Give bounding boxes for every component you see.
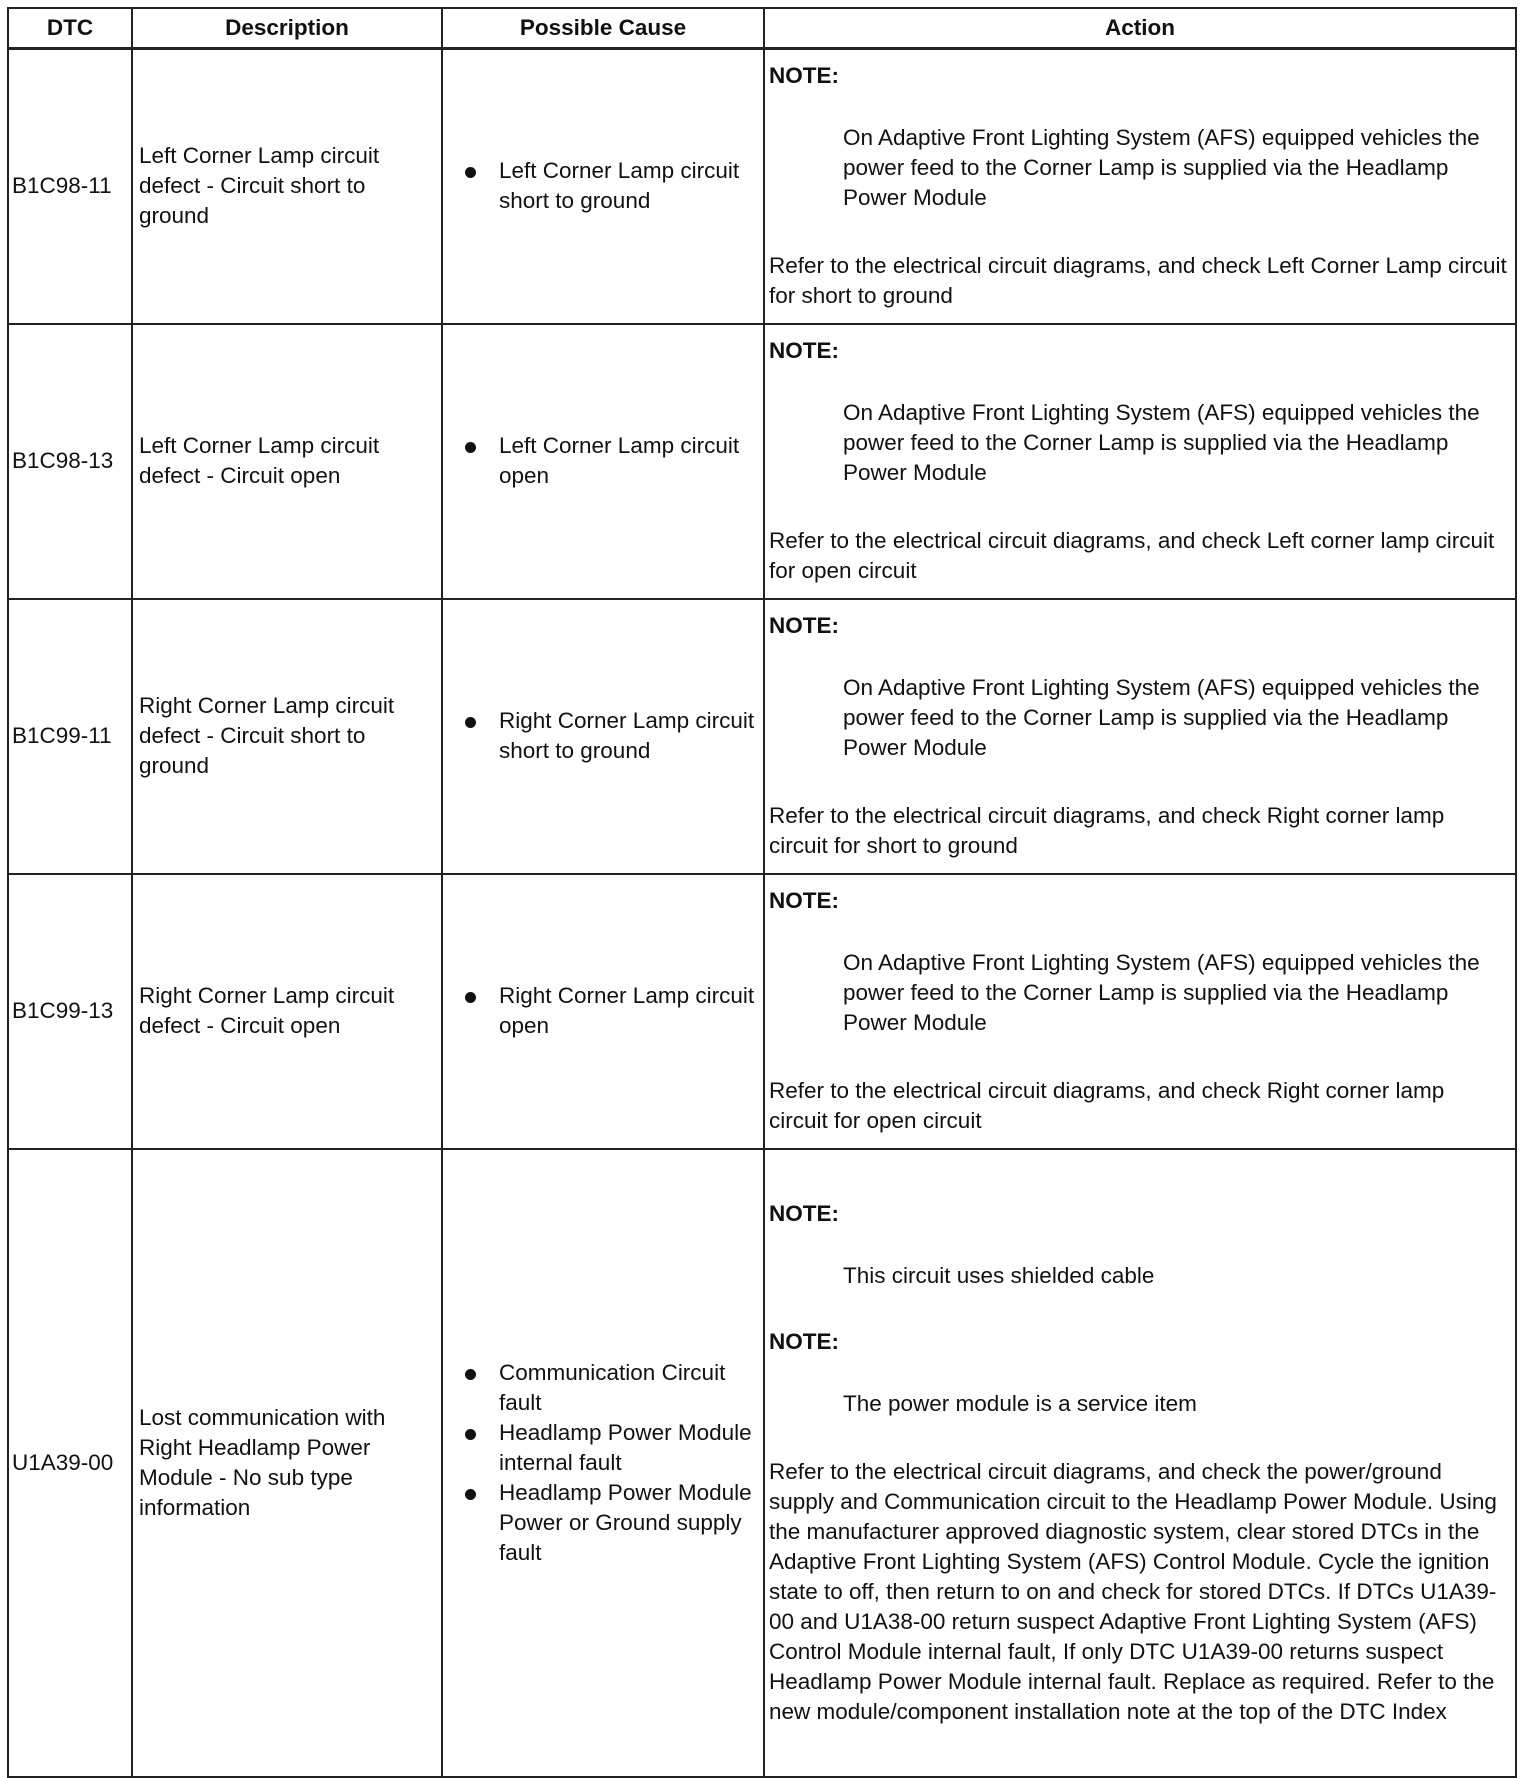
cause-item: Right Corner Lamp circuit open: [463, 981, 755, 1041]
header-possible-cause: Possible Cause: [442, 8, 764, 49]
action-text: Refer to the electrical circuit diagrams, and check Left Corner Lamp circuit for short to ground: [769, 253, 1507, 309]
dtc-code: B1C98-11: [8, 49, 132, 324]
possible-cause-cell: [442, 49, 764, 324]
cause-item: Right Corner Lamp circuit short to ground: [463, 706, 755, 766]
dtc-code: B1C98-13: [8, 324, 132, 599]
header-action: Action: [764, 8, 1516, 49]
dtc-description: Left Corner Lamp circuit defect - Circuit short to ground: [132, 49, 442, 324]
header-dtc: DTC: [8, 8, 132, 49]
note-text: On Adaptive Front Lighting System (AFS) equipped vehicles the power feed to the Corner Lamp is supplied via the Headlamp Power Module: [843, 950, 1480, 1035]
action-text: Refer to the electrical circuit diagrams, and check Left corner lamp circuit for open circuit: [769, 528, 1495, 583]
dtc-description: Right Corner Lamp circuit defect - Circuit short to ground: [132, 599, 442, 874]
action-cell: [764, 874, 1516, 1149]
dtc-description: Right Corner Lamp circuit defect - Circuit open: [132, 874, 442, 1149]
action-cell: [764, 324, 1516, 599]
dtc-document: [7, 7, 1515, 1778]
cause-item: Headlamp Power Module Power or Ground supply fault: [463, 1478, 755, 1568]
note-label: NOTE:: [769, 613, 839, 638]
table-row: [8, 874, 1516, 1149]
cause-list: [463, 981, 755, 1041]
table-row: [8, 599, 1516, 874]
note-label: NOTE:: [769, 1328, 839, 1354]
table-row: [8, 1149, 1516, 1777]
cause-list: [463, 1358, 755, 1568]
dtc-description: Left Corner Lamp circuit defect - Circuit open: [132, 324, 442, 599]
dtc-description: Lost communication with Right Headlamp Power Module - No sub type information: [132, 1149, 442, 1777]
note-text: On Adaptive Front Lighting System (AFS) equipped vehicles the power feed to the Corner Lamp is supplied via the Headlamp Power Module: [843, 675, 1480, 760]
possible-cause-cell: [442, 324, 764, 599]
cause-item: Headlamp Power Module internal fault: [463, 1418, 755, 1478]
action-cell: [764, 1149, 1516, 1777]
note-label: NOTE:: [769, 338, 839, 363]
dtc-table: [7, 7, 1517, 1778]
note-label: NOTE:: [769, 888, 839, 913]
action-cell: [764, 49, 1516, 324]
table-row: [8, 49, 1516, 324]
cause-item: Left Corner Lamp circuit short to ground: [463, 156, 755, 216]
possible-cause-cell: [442, 1149, 764, 1777]
table-row: [8, 324, 1516, 599]
possible-cause-cell: [442, 599, 764, 874]
note-text: The power module is a service item: [843, 1390, 1197, 1416]
header-description: Description: [132, 8, 442, 49]
header-row: [8, 8, 1516, 49]
note-label: NOTE:: [769, 63, 839, 89]
dtc-code: B1C99-11: [8, 599, 132, 874]
cause-list: [463, 706, 755, 766]
note-label: NOTE:: [769, 1200, 839, 1226]
possible-cause-cell: [442, 874, 764, 1149]
cause-list: [463, 156, 755, 216]
cause-item: Left Corner Lamp circuit open: [463, 431, 755, 491]
note-text: On Adaptive Front Lighting System (AFS) equipped vehicles the power feed to the Corner Lamp is supplied via the Headlamp Power Module: [843, 400, 1480, 485]
action-text: Refer to the electrical circuit diagrams, and check Right corner lamp circuit for open circuit: [769, 1078, 1445, 1133]
cause-item: Communication Circuit fault: [463, 1358, 755, 1418]
cause-list: [463, 431, 755, 491]
dtc-code: B1C99-13: [8, 874, 132, 1149]
dtc-code: U1A39-00: [8, 1149, 132, 1777]
note-text: On Adaptive Front Lighting System (AFS) equipped vehicles the power feed to the Corner Lamp is supplied via the Headlamp Power Module: [843, 125, 1480, 211]
note-text: This circuit uses shielded cable: [843, 1262, 1155, 1288]
action-text: Refer to the electrical circuit diagrams, and check the power/ground supply and Communication circuit to the Headlamp Power Module. Using the manufacturer approved diagnostic system, clear stored DTCs in the Adaptive Front Lighting System (AFS) Control Module. Cycle the ignition state to off, then return to on and check for stored DTCs. If DTCs U1A39-00 and U1A38-00 return suspect Adaptive Front Lighting System (AFS) Control Module internal fault, If only DTC U1A39-00 returns suspect Headlamp Power Module internal fault. Replace as required. Refer to the new module/component installation note at the top of the DTC Index: [769, 1458, 1497, 1724]
action-text: Refer to the electrical circuit diagrams, and check Right corner lamp circuit for short to ground: [769, 803, 1445, 858]
action-cell: [764, 599, 1516, 874]
